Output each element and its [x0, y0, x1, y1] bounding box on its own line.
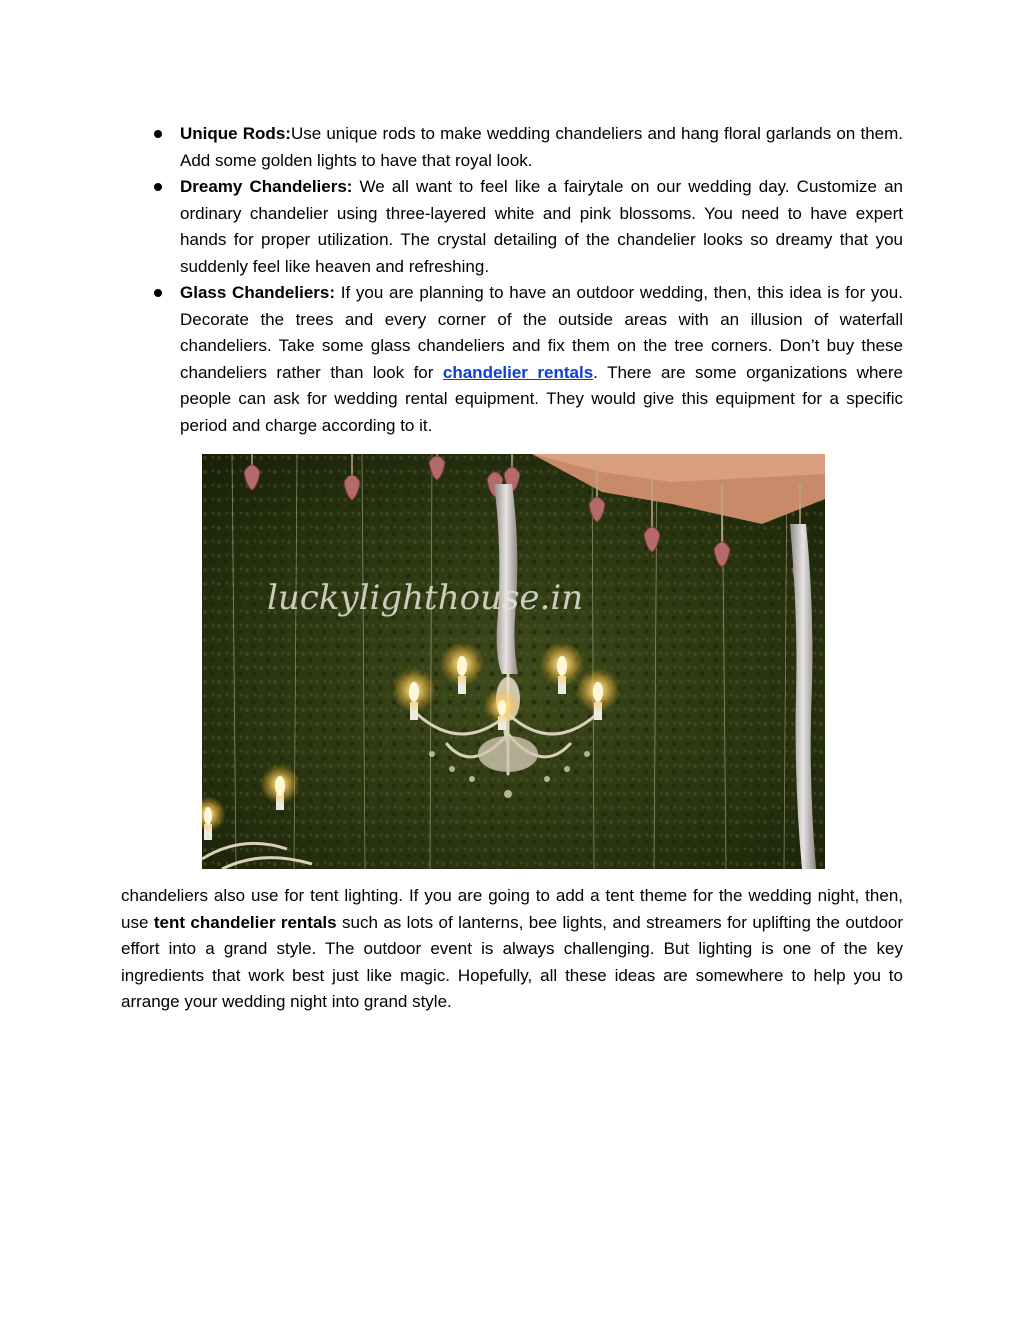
term-unique-rods: Unique Rods: — [180, 124, 291, 143]
paragraph-text-end: such as lots of lanterns, bee lights, and streamers for uplifting the outdoor effort into a grand style. The outdoor event is always challenging. But lighting is one of the key ingredients that work best just like magic. Hopefully, all these ideas are somewhere to help you to arrange your wedding night into grand style. — [121, 912, 904, 1011]
bullet-icon — [154, 183, 162, 191]
description-unique-rods: Use unique rods to make wedding chandeliers and hang floral garlands on them. Add some golden lights to have that royal look. — [180, 124, 903, 170]
bullet-icon — [154, 289, 162, 297]
closing-paragraph — [121, 883, 903, 1016]
list-item-unique-rods — [150, 121, 903, 174]
description-dreamy-chandeliers: We all want to feel like a fairytale on our wedding day. Customize an ordinary chandelier using three-layered white and pink blossoms. You need to have expert hands for proper utilization. The crystal detailing of the chandelier looks so dreamy that you suddenly feel like heaven and refreshing. — [180, 177, 903, 276]
chandelier-rentals-link[interactable]: chandelier rentals — [442, 362, 594, 382]
description-glass-chandeliers-part2: . There are some organizations where people can ask for wedding rental equipment. They would give this equipment for a specific period and charge according to it. — [180, 362, 903, 435]
idea-list — [150, 121, 903, 439]
chandelier-photo — [202, 454, 825, 869]
term-dreamy-chandeliers: Dreamy Chandeliers: — [180, 177, 353, 196]
term-glass-chandeliers: Glass Chandeliers: — [180, 283, 336, 302]
chandelier-illustration — [202, 454, 825, 869]
paragraph-text-start: chandeliers also use for tent lighting. If you are going to add a tent theme for the wedding night, then, use — [121, 886, 903, 932]
description-glass-chandeliers-part1: If you are planning to have an outdoor wedding, then, this idea is for you. Decorate the trees and every corner of the outside areas with an illusion of waterfall chandeliers. Take some glass chandeliers and fix them on the tree corners. Don’t buy these chandeliers rather than look for — [180, 283, 903, 382]
list-item-glass-chandeliers — [150, 280, 903, 439]
tent-chandelier-rentals-bold: tent chandelier rentals — [153, 912, 337, 932]
photo-watermark: luckylighthouse.in — [267, 578, 584, 618]
list-item-dreamy-chandeliers — [150, 174, 903, 280]
bullet-icon — [154, 130, 162, 138]
